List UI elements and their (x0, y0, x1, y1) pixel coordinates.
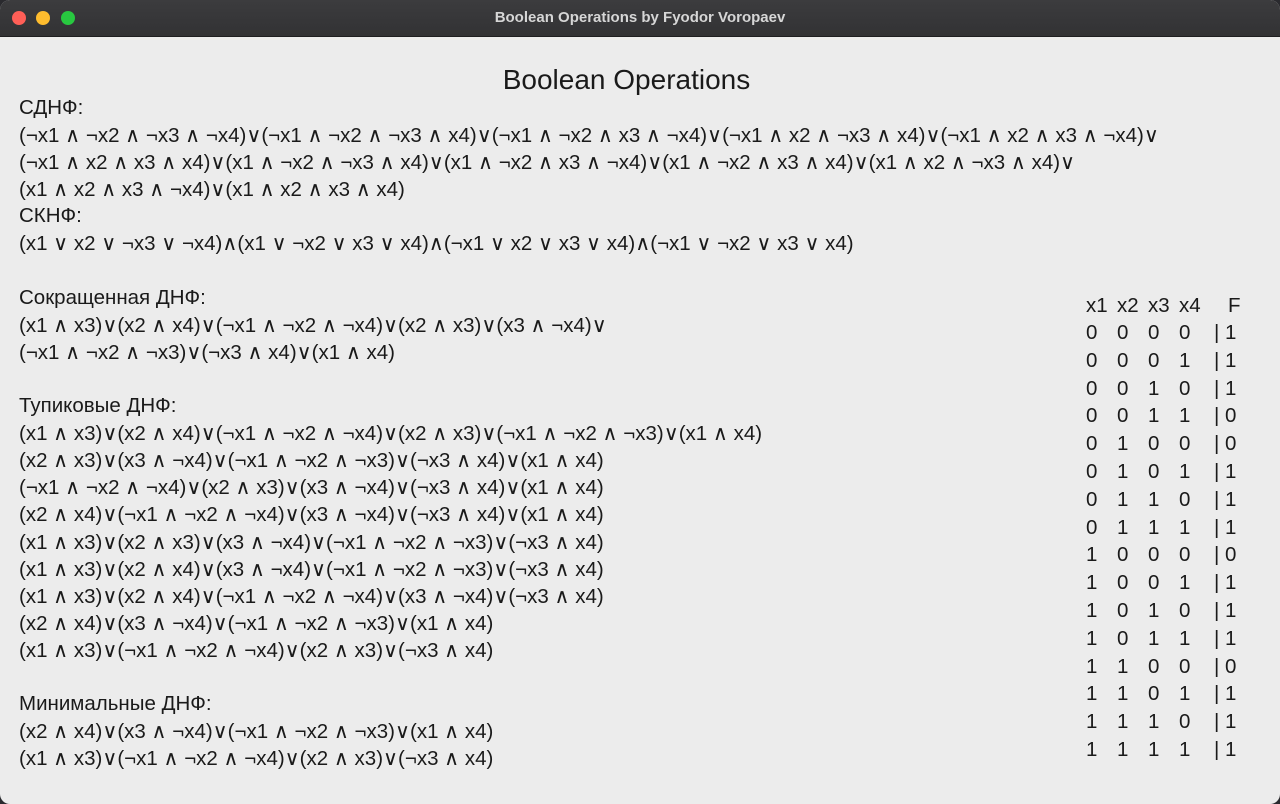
truth-table-cell: 0 (1179, 376, 1191, 400)
truth-table-cell: 1 (1117, 710, 1129, 734)
deadend-dnf-formula-line: (x2 ∧ x3)∨(x3 ∧ ¬x4)∨(¬x1 ∧ ¬x2 ∧ ¬x3)∨(¬x3 ∧ x4)∨(x1 ∧ x4) (19, 449, 604, 473)
truth-table-result-cell: | 0 (1214, 543, 1237, 567)
truth-table-header: x1 (1086, 294, 1108, 317)
truth-table-cell: 1 (1148, 404, 1160, 428)
truth-table-cell: 1 (1148, 738, 1160, 761)
truth-table-result-cell: | 1 (1214, 460, 1237, 483)
truth-table-cell: 1 (1086, 626, 1098, 650)
truth-table-cell: 1 (1179, 348, 1191, 372)
truth-table-cell: 1 (1148, 487, 1160, 511)
truth-table-cell: 1 (1179, 460, 1191, 483)
truth-table-header: x4 (1179, 294, 1201, 317)
deadend-dnf-formula-line: (x2 ∧ x4)∨(¬x1 ∧ ¬x2 ∧ ¬x4)∨(x3 ∧ ¬x4)∨(¬x3 ∧ x4)∨(x1 ∧ x4) (19, 503, 604, 527)
truth-table-cell: 0 (1086, 321, 1098, 344)
truth-table-cell: 0 (1179, 432, 1191, 456)
truth-table-cell: 1 (1117, 515, 1129, 539)
truth-table-result-cell: | 1 (1214, 710, 1237, 734)
truth-table-result-cell: | 1 (1214, 738, 1237, 761)
truth-table-cell: 1 (1179, 738, 1191, 761)
truth-table-cell: 0 (1117, 404, 1129, 428)
truth-table-cell: 1 (1148, 515, 1160, 539)
truth-table-cell: 1 (1117, 487, 1129, 511)
truth-table-cell: 1 (1117, 432, 1129, 456)
truth-table-cell: 0 (1117, 571, 1129, 595)
truth-table-cell: 0 (1086, 487, 1098, 511)
truth-table-result-cell: | 1 (1214, 571, 1237, 595)
truth-table-header: F (1228, 294, 1241, 317)
deadend-dnf-formula-line: (x1 ∧ x3)∨(x2 ∧ x4)∨(¬x1 ∧ ¬x2 ∧ ¬x4)∨(x2 ∧ x3)∨(¬x1 ∧ ¬x2 ∧ ¬x3)∨(x1 ∧ x4) (19, 422, 763, 446)
deadend-dnf-label: Тупиковые ДНФ: (19, 394, 177, 417)
sdnf-label: СДНФ: (19, 96, 84, 119)
truth-table-cell: 0 (1179, 599, 1191, 622)
truth-table-cell: 0 (1086, 515, 1098, 539)
truth-table-cell: 0 (1148, 571, 1160, 595)
truth-table-cell: 1 (1086, 738, 1098, 761)
sdnf-formula-line: (¬x1 ∧ x2 ∧ x3 ∧ x4)∨(x1 ∧ ¬x2 ∧ ¬x3 ∧ x4)∨(x1 ∧ ¬x2 ∧ x3 ∧ ¬x4)∨(x1 ∧ ¬x2 ∧ x3 ∧ x4)∨(x1 ∧ x2 ∧ ¬x3 ∧ x4)∨ (19, 151, 1076, 175)
truth-table-cell: 1 (1148, 710, 1160, 734)
sdnf-formula-line: (x1 ∧ x2 ∧ x3 ∧ ¬x4)∨(x1 ∧ x2 ∧ x3 ∧ x4) (19, 178, 405, 202)
truth-table-cell: 1 (1117, 460, 1129, 483)
truth-table-cell: 1 (1179, 571, 1191, 595)
truth-table-cell: 1 (1086, 654, 1098, 678)
truth-table-cell: 1 (1117, 654, 1129, 678)
truth-table-cell: 0 (1179, 710, 1191, 734)
truth-table-cell: 1 (1086, 599, 1098, 622)
truth-table-result-cell: | 1 (1214, 487, 1237, 511)
truth-table-cell: 0 (1179, 543, 1191, 567)
truth-table-cell: 0 (1117, 348, 1129, 372)
sdnf-formula-line: (¬x1 ∧ ¬x2 ∧ ¬x3 ∧ ¬x4)∨(¬x1 ∧ ¬x2 ∧ ¬x3 ∧ x4)∨(¬x1 ∧ ¬x2 ∧ x3 ∧ ¬x4)∨(¬x1 ∧ x2 ∧ ¬x3 ∧ x4)∨(¬x1 ∧ x2 ∧ x3 ∧ ¬x4)∨ (19, 124, 1159, 148)
truth-table-cell: 0 (1148, 432, 1160, 456)
truth-table-cell: 0 (1086, 348, 1098, 372)
truth-table-cell: 0 (1179, 654, 1191, 678)
truth-table-cell: 0 (1086, 432, 1098, 456)
deadend-dnf-formula-line: (x2 ∧ x4)∨(x3 ∧ ¬x4)∨(¬x1 ∧ ¬x2 ∧ ¬x3)∨(x1 ∧ x4) (19, 611, 494, 635)
truth-table-cell: 1 (1086, 682, 1098, 706)
reduced-dnf-label: Сокращенная ДНФ: (19, 286, 206, 309)
sknf-formula-line: (x1 ∨ x2 ∨ ¬x3 ∨ ¬x4)∧(x1 ∨ ¬x2 ∨ x3 ∨ x4)∧(¬x1 ∨ x2 ∨ x3 ∨ x4)∧(¬x1 ∨ ¬x2 ∨ x3 ∨ x4) (19, 232, 854, 256)
truth-table-result-cell: | 0 (1214, 432, 1237, 456)
deadend-dnf-formula-line: (x1 ∧ x3)∨(x2 ∧ x3)∨(x3 ∧ ¬x4)∨(¬x1 ∧ ¬x2 ∧ ¬x3)∨(¬x3 ∧ x4) (19, 530, 604, 554)
truth-table-cell: 0 (1086, 404, 1098, 428)
truth-table-cell: 1 (1179, 515, 1191, 539)
truth-table-cell: 0 (1148, 654, 1160, 678)
truth-table-result-cell: | 1 (1214, 599, 1237, 622)
minimal-dnf-formula-line: (x1 ∧ x3)∨(¬x1 ∧ ¬x2 ∧ ¬x4)∨(x2 ∧ x3)∨(¬x3 ∧ x4) (19, 747, 494, 771)
truth-table-cell: 1 (1179, 682, 1191, 706)
truth-table-result-cell: | 1 (1214, 348, 1237, 372)
main-content (0, 37, 1280, 804)
truth-table-cell: 0 (1148, 321, 1160, 344)
truth-table-result-cell: | 1 (1214, 682, 1237, 706)
truth-table-cell: 1 (1179, 626, 1191, 650)
reduced-dnf-formula-line: (x1 ∧ x3)∨(x2 ∧ x4)∨(¬x1 ∧ ¬x2 ∧ ¬x4)∨(x2 ∧ x3)∨(x3 ∧ ¬x4)∨ (19, 314, 607, 338)
truth-table-cell: 0 (1117, 376, 1129, 400)
truth-table-cell: 0 (1148, 543, 1160, 567)
truth-table-cell: 0 (1179, 487, 1191, 511)
truth-table-cell: 0 (1179, 321, 1191, 344)
truth-table-cell: 0 (1148, 460, 1160, 483)
truth-table-cell: 1 (1117, 738, 1129, 761)
truth-table-cell: 0 (1148, 682, 1160, 706)
truth-table-result-cell: | 1 (1214, 626, 1237, 650)
window-title: Boolean Operations by Fyodor Voropaev (494, 9, 786, 26)
truth-table-cell: 1 (1086, 543, 1098, 567)
sknf-label: СКНФ: (19, 204, 82, 227)
truth-table-result-cell: | 1 (1214, 321, 1237, 344)
truth-table-cell: 0 (1117, 599, 1129, 622)
truth-table-cell: 0 (1086, 460, 1098, 483)
deadend-dnf-formula-line: (x1 ∧ x3)∨(x2 ∧ x4)∨(x3 ∧ ¬x4)∨(¬x1 ∧ ¬x2 ∧ ¬x3)∨(¬x3 ∧ x4) (19, 557, 604, 581)
truth-table-cell: 1 (1148, 626, 1160, 650)
truth-table-cell: 0 (1148, 348, 1160, 372)
truth-table-result-cell: | 0 (1214, 654, 1237, 678)
truth-table-cell: 1 (1179, 404, 1191, 428)
minimal-dnf-label: Минимальные ДНФ: (19, 692, 212, 715)
reduced-dnf-formula-line: (¬x1 ∧ ¬x2 ∧ ¬x3)∨(¬x3 ∧ x4)∨(x1 ∧ x4) (19, 341, 395, 365)
truth-table-cell: 1 (1148, 599, 1160, 622)
truth-table-result-cell: | 0 (1214, 404, 1237, 428)
deadend-dnf-formula-line: (x1 ∧ x3)∨(¬x1 ∧ ¬x2 ∧ ¬x4)∨(x2 ∧ x3)∨(¬x3 ∧ x4) (19, 638, 494, 662)
truth-table-cell: 1 (1086, 710, 1098, 734)
minimal-dnf-formula-line: (x2 ∧ x4)∨(x3 ∧ ¬x4)∨(¬x1 ∧ ¬x2 ∧ ¬x3)∨(x1 ∧ x4) (19, 720, 494, 744)
truth-table-cell: 0 (1117, 321, 1129, 344)
deadend-dnf-formula-line: (¬x1 ∧ ¬x2 ∧ ¬x4)∨(x2 ∧ x3)∨(x3 ∧ ¬x4)∨(¬x3 ∧ x4)∨(x1 ∧ x4) (19, 476, 604, 500)
truth-table-cell: 1 (1086, 571, 1098, 595)
truth-table-cell: 1 (1117, 682, 1129, 706)
truth-table-result-cell: | 1 (1214, 376, 1237, 400)
truth-table-cell: 1 (1148, 376, 1160, 400)
deadend-dnf-formula-line: (x1 ∧ x3)∨(x2 ∧ x4)∨(¬x1 ∧ ¬x2 ∧ ¬x4)∨(x3 ∧ ¬x4)∨(¬x3 ∧ x4) (19, 584, 604, 608)
truth-table-header: x2 (1117, 294, 1139, 317)
page-title: Boolean Operations (502, 64, 751, 95)
title-bar[interactable] (0, 0, 1280, 37)
truth-table-result-cell: | 1 (1214, 515, 1237, 539)
truth-table-cell: 0 (1086, 376, 1098, 400)
truth-table-cell: 0 (1117, 626, 1129, 650)
truth-table-header: x3 (1148, 294, 1170, 317)
truth-table-cell: 0 (1117, 543, 1129, 567)
